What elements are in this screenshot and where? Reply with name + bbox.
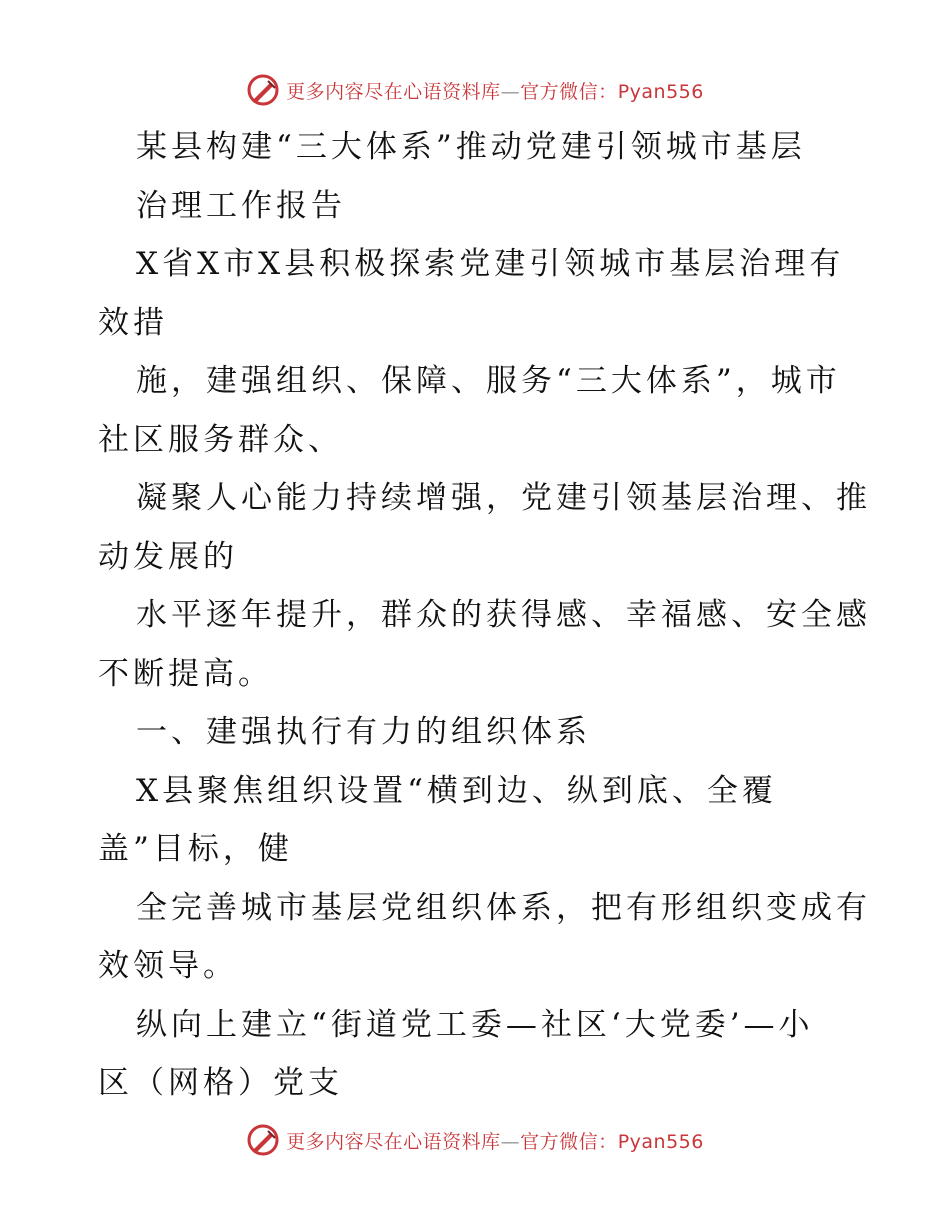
banner-main-text: 更多内容尽在心语资料库 bbox=[286, 80, 501, 103]
text-line: 治理工作报告 bbox=[136, 187, 346, 224]
text-line: 效措 bbox=[98, 304, 168, 341]
text-line: 区（网格）党支 bbox=[98, 1065, 343, 1101]
quill-logo-icon bbox=[246, 1123, 280, 1157]
text-line: X省X市X县积极探索党建引领城市基层治理有 bbox=[136, 246, 845, 282]
text-line: 某县构建“三大体系”推动党建引领城市基层 bbox=[136, 129, 806, 165]
footer-banner bbox=[0, 1120, 950, 1160]
text-line: 施，建强组织、保障、服务“三大体系”，城市 bbox=[136, 363, 841, 399]
text-line: 凝聚人心能力持续增强，党建引领基层治理、推 bbox=[136, 480, 871, 516]
banner-separator: — bbox=[500, 80, 521, 103]
banner-wechat-label: 官方微信： bbox=[520, 80, 618, 103]
text-line: 效领导。 bbox=[98, 948, 238, 984]
text-line: 动发展的 bbox=[98, 538, 238, 575]
text-line: 全完善城市基层党组织体系，把有形组织变成有 bbox=[136, 889, 871, 926]
text-line: X县聚焦组织设置“横到边、纵到底、全覆 bbox=[136, 772, 777, 809]
text-line: 一、建强执行有力的组织体系 bbox=[136, 714, 591, 750]
text-line: 社区服务群众、 bbox=[98, 421, 343, 458]
banner-main-text: 更多内容尽在心语资料库 bbox=[286, 1130, 501, 1153]
quill-logo-icon bbox=[246, 73, 280, 107]
banner-separator: — bbox=[500, 1130, 521, 1153]
text-line: 水平逐年提升，群众的获得感、幸福感、安全感 bbox=[136, 597, 871, 633]
header-banner bbox=[0, 70, 950, 110]
banner-wechat-id: Pyan556 bbox=[617, 1130, 704, 1153]
text-line: 盖”目标，健 bbox=[98, 831, 293, 867]
text-line: 不断提高。 bbox=[98, 655, 273, 692]
banner-wechat-label: 官方微信： bbox=[520, 1130, 618, 1153]
banner-text bbox=[286, 1127, 704, 1154]
text-line: 纵向上建立“街道党工委—社区‘大党委’—小 bbox=[136, 1006, 814, 1043]
banner-text bbox=[286, 77, 704, 104]
document-body bbox=[98, 118, 871, 1113]
banner-wechat-id: Pyan556 bbox=[617, 80, 704, 103]
